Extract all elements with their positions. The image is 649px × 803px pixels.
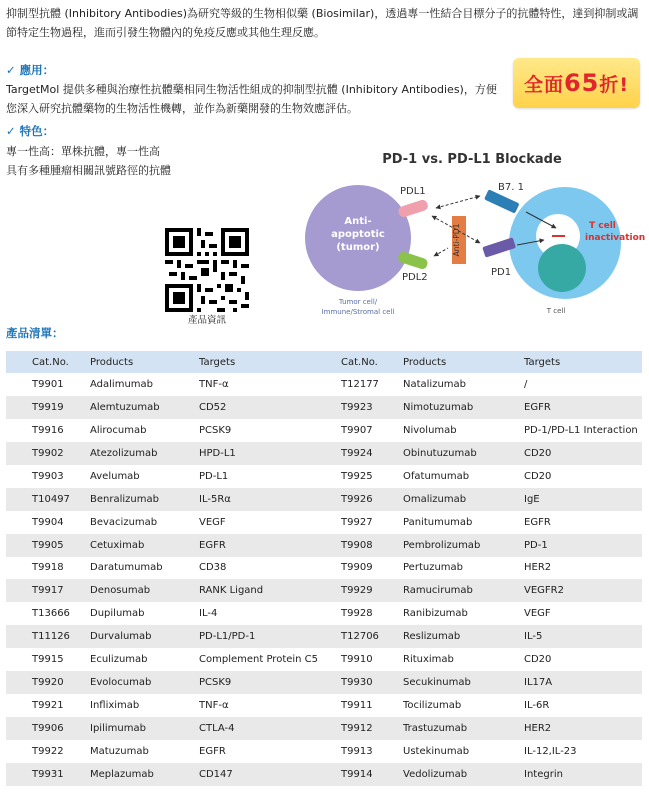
application-text: TargetMol 提供多種與治療性抗體藥相同生物活性組成的抑制型抗體 (Inhibitory Antibodies)，方便您深入研究抗體藥物的生物活性機轉，並作為新藥開發的生物效應評估。: [6, 83, 497, 115]
cat-no-cell: T9906: [6, 717, 90, 740]
pd1-blockade-diagram: [300, 148, 645, 320]
target-cell: PD-L1/PD-1: [199, 625, 338, 648]
tumor-label-2: apoptotic: [331, 229, 385, 240]
cat-no-cell: T9913: [341, 745, 373, 757]
target-cell: /: [524, 378, 528, 390]
promo-prefix: 全面: [523, 73, 564, 96]
table-row: [6, 717, 642, 740]
pdl1-receptor: [397, 199, 429, 219]
cat-no-cell: T9916: [32, 424, 64, 436]
cat-no-cell: T9901: [32, 378, 64, 390]
table-row: [6, 671, 642, 694]
product-cell: Ipilimumab: [90, 717, 199, 740]
feature-item-1: 專一性高：單株抗體，專一性高: [6, 145, 160, 158]
cat-no-cell: T9923: [338, 396, 403, 419]
product-cell: Daratumumab: [90, 562, 163, 574]
product-cell: Adalimumab: [90, 378, 153, 390]
diagram-title: PD-1 vs. PD-L1 Blockade: [382, 152, 562, 167]
product-cell: Pertuzumab: [403, 562, 463, 574]
table-row: [6, 694, 642, 717]
cat-no-cell: T12177: [341, 378, 379, 390]
target-cell: IL-5: [524, 625, 642, 648]
target-cell: RANK Ligand: [199, 579, 338, 602]
tcell-inactivation-label-1: T cell: [589, 221, 616, 231]
table-header-row: [6, 351, 642, 373]
product-cell: Bevacizumab: [90, 516, 158, 528]
target-cell: IL-12,IL-23: [524, 745, 577, 757]
product-cell: Dupilumab: [90, 608, 145, 620]
product-cell: Ustekinumab: [403, 745, 470, 757]
cat-no-cell: T9930: [338, 671, 403, 694]
product-cell: Cetuximab: [90, 534, 199, 557]
target-cell: CTLA-4: [199, 717, 338, 740]
target-cell: PD-L1: [199, 470, 229, 482]
product-cell: Denosumab: [90, 579, 199, 602]
table-row: [6, 602, 642, 625]
tcell-caption: T cell: [546, 307, 566, 315]
product-list-title: 產品清單：: [6, 326, 64, 340]
header-cat-no-1: Cat.No.: [6, 351, 90, 373]
cat-no-cell: T9926: [338, 488, 403, 511]
cat-no-cell: T9921: [32, 700, 64, 712]
target-cell: IL-5Rα: [199, 488, 338, 511]
product-cell: Reslizumab: [403, 625, 524, 648]
product-cell: Evolocumab: [90, 671, 199, 694]
cat-no-cell: T9915: [32, 654, 64, 666]
product-cell: Pembrolizumab: [403, 534, 524, 557]
product-cell: Durvalumab: [90, 625, 199, 648]
target-cell: HPD-L1: [199, 442, 338, 465]
tumor-caption-1: Tumor cell/: [338, 298, 378, 306]
table-row: [6, 648, 642, 671]
header-cat-no-2: Cat.No.: [338, 351, 403, 373]
feature-item-2: 具有多種腫瘤相關訊號路徑的抗體: [6, 164, 171, 177]
cat-no-cell: T9904: [32, 516, 64, 528]
t-cell-nucleus: [538, 244, 586, 292]
qr-label: 產品資訊: [187, 315, 226, 326]
cat-no-cell: T9917: [6, 579, 90, 602]
cat-no-cell: T13666: [32, 608, 70, 620]
cat-no-cell: T9902: [6, 442, 90, 465]
target-cell: EGFR: [199, 534, 338, 557]
b71-label: B7. 1: [498, 182, 524, 193]
pdl1-label: PDL1: [400, 186, 426, 197]
target-cell: CD20: [524, 442, 642, 465]
target-cell: TNF-α: [199, 378, 229, 390]
product-cell: Infliximab: [90, 700, 140, 712]
product-cell: Matuzumab: [90, 745, 149, 757]
anti-pd1-label: Anti-PD1: [452, 223, 461, 257]
table-row: [6, 534, 642, 557]
target-cell: EGFR: [524, 396, 642, 419]
application-title: ✓ 應用：: [6, 63, 55, 77]
product-cell: Avelumab: [90, 470, 140, 482]
tumor-label-1: Anti-: [344, 216, 372, 227]
target-cell: CD20: [524, 470, 552, 482]
product-cell: Panitumumab: [403, 516, 473, 528]
table-row: [6, 396, 642, 419]
target-cell: IgE: [524, 488, 642, 511]
cat-no-cell: T9920: [6, 671, 90, 694]
product-cell: Ranibizumab: [403, 608, 468, 620]
target-cell: VEGF: [199, 516, 226, 528]
qr-code-icon[interactable]: [165, 228, 249, 312]
product-cell: Ofatumumab: [403, 470, 470, 482]
cat-no-cell: T12706: [338, 625, 403, 648]
product-cell: Alirocumab: [90, 424, 147, 436]
target-cell: VEGFR2: [524, 579, 642, 602]
table-row: [6, 579, 642, 602]
promo-suffix: 折!: [599, 73, 630, 96]
target-cell: TNF-α: [199, 700, 229, 712]
table-row: [6, 625, 642, 648]
target-cell: IL-4: [199, 608, 218, 620]
target-cell: CD52: [199, 396, 338, 419]
cat-no-cell: T9931: [6, 763, 90, 786]
tcell-inactivation-label-2: inactivation: [585, 233, 645, 243]
product-cell: Benralizumab: [90, 488, 199, 511]
product-cell: Atezolizumab: [90, 442, 199, 465]
table-row: [6, 763, 642, 786]
target-cell: IL-6R: [524, 700, 550, 712]
cat-no-cell: T10497: [6, 488, 90, 511]
header-targets-1: Targets: [199, 351, 338, 373]
product-cell: Eculizumab: [90, 654, 148, 666]
table-row: [6, 740, 642, 763]
target-cell: CD20: [524, 654, 552, 666]
features-title: ✓ 特色：: [6, 124, 55, 138]
product-cell: Nivolumab: [403, 424, 457, 436]
target-cell: IL17A: [524, 671, 642, 694]
cat-no-cell: T9905: [6, 534, 90, 557]
cat-no-cell: T9909: [341, 562, 373, 574]
promo-number: 65: [563, 69, 600, 97]
target-cell: PD-1: [524, 534, 642, 557]
target-cell: EGFR: [199, 745, 226, 757]
target-cell: CD38: [199, 562, 227, 574]
cat-no-cell: T9929: [338, 579, 403, 602]
cat-no-cell: T9910: [341, 654, 373, 666]
product-cell: Rituximab: [403, 654, 454, 666]
product-cell: Tocilizumab: [403, 700, 462, 712]
product-cell: Meplazumab: [90, 763, 199, 786]
tumor-label-3: (tumor): [336, 242, 380, 253]
product-table: [6, 351, 642, 786]
target-cell: HER2: [524, 562, 552, 574]
header-products-1: Products: [90, 351, 199, 373]
target-cell: PCSK9: [199, 671, 338, 694]
cat-no-cell: T11126: [6, 625, 90, 648]
cat-no-cell: T9911: [341, 700, 373, 712]
table-row: [6, 511, 642, 534]
cat-no-cell: T9928: [341, 608, 373, 620]
target-cell: PD-1/PD-L1 Interaction: [524, 424, 638, 436]
pd1-label: PD1: [491, 267, 512, 278]
target-cell: HER2: [524, 717, 642, 740]
cat-no-cell: T9907: [341, 424, 373, 436]
intro-paragraph: 抑制型抗體 (Inhibitory Antibodies)為研究等級的生物相似藥 (Biosimilar)，透過專一性結合目標分子的抗體特性，達到抑制或調節特定生物過程，進而引發生物體內的免疫反應或其他生理反應。: [6, 7, 639, 39]
target-cell: CD147: [199, 763, 338, 786]
table-row: [6, 465, 642, 488]
cat-no-cell: T9903: [32, 470, 64, 482]
product-cell: Omalizumab: [403, 488, 524, 511]
target-cell: Complement Protein C5: [199, 654, 319, 666]
product-cell: Obinutuzumab: [403, 442, 524, 465]
cat-no-cell: T9918: [32, 562, 64, 574]
target-cell: EGFR: [524, 516, 551, 528]
target-cell: PCSK9: [199, 424, 232, 436]
header-products-2: Products: [403, 351, 524, 373]
header-targets-2: Targets: [524, 351, 642, 373]
table-row: [6, 488, 642, 511]
table-row: [6, 373, 642, 396]
cat-no-cell: T9912: [338, 717, 403, 740]
cat-no-cell: T9927: [341, 516, 373, 528]
cat-no-cell: T9922: [32, 745, 64, 757]
product-cell: Secukinumab: [403, 671, 524, 694]
product-cell: Alemtuzumab: [90, 396, 199, 419]
cat-no-cell: T9924: [338, 442, 403, 465]
product-cell: Trastuzumab: [403, 717, 524, 740]
table-row: [6, 557, 642, 580]
cat-no-cell: T9914: [338, 763, 403, 786]
tumor-caption-2: Immune/Stromal cell: [321, 308, 395, 316]
table-row: [6, 442, 642, 465]
target-cell: Integrin: [524, 763, 642, 786]
cat-no-cell: T9919: [6, 396, 90, 419]
target-cell: VEGF: [524, 608, 551, 620]
product-cell: Ramucirumab: [403, 579, 524, 602]
product-cell: Natalizumab: [403, 378, 467, 390]
cat-no-cell: T9908: [338, 534, 403, 557]
product-cell: Nimotuzumab: [403, 396, 524, 419]
promo-badge: [513, 58, 640, 108]
product-cell: Vedolizumab: [403, 763, 524, 786]
table-row: [6, 419, 642, 442]
cat-no-cell: T9925: [341, 470, 373, 482]
pdl2-label: PDL2: [402, 272, 428, 283]
